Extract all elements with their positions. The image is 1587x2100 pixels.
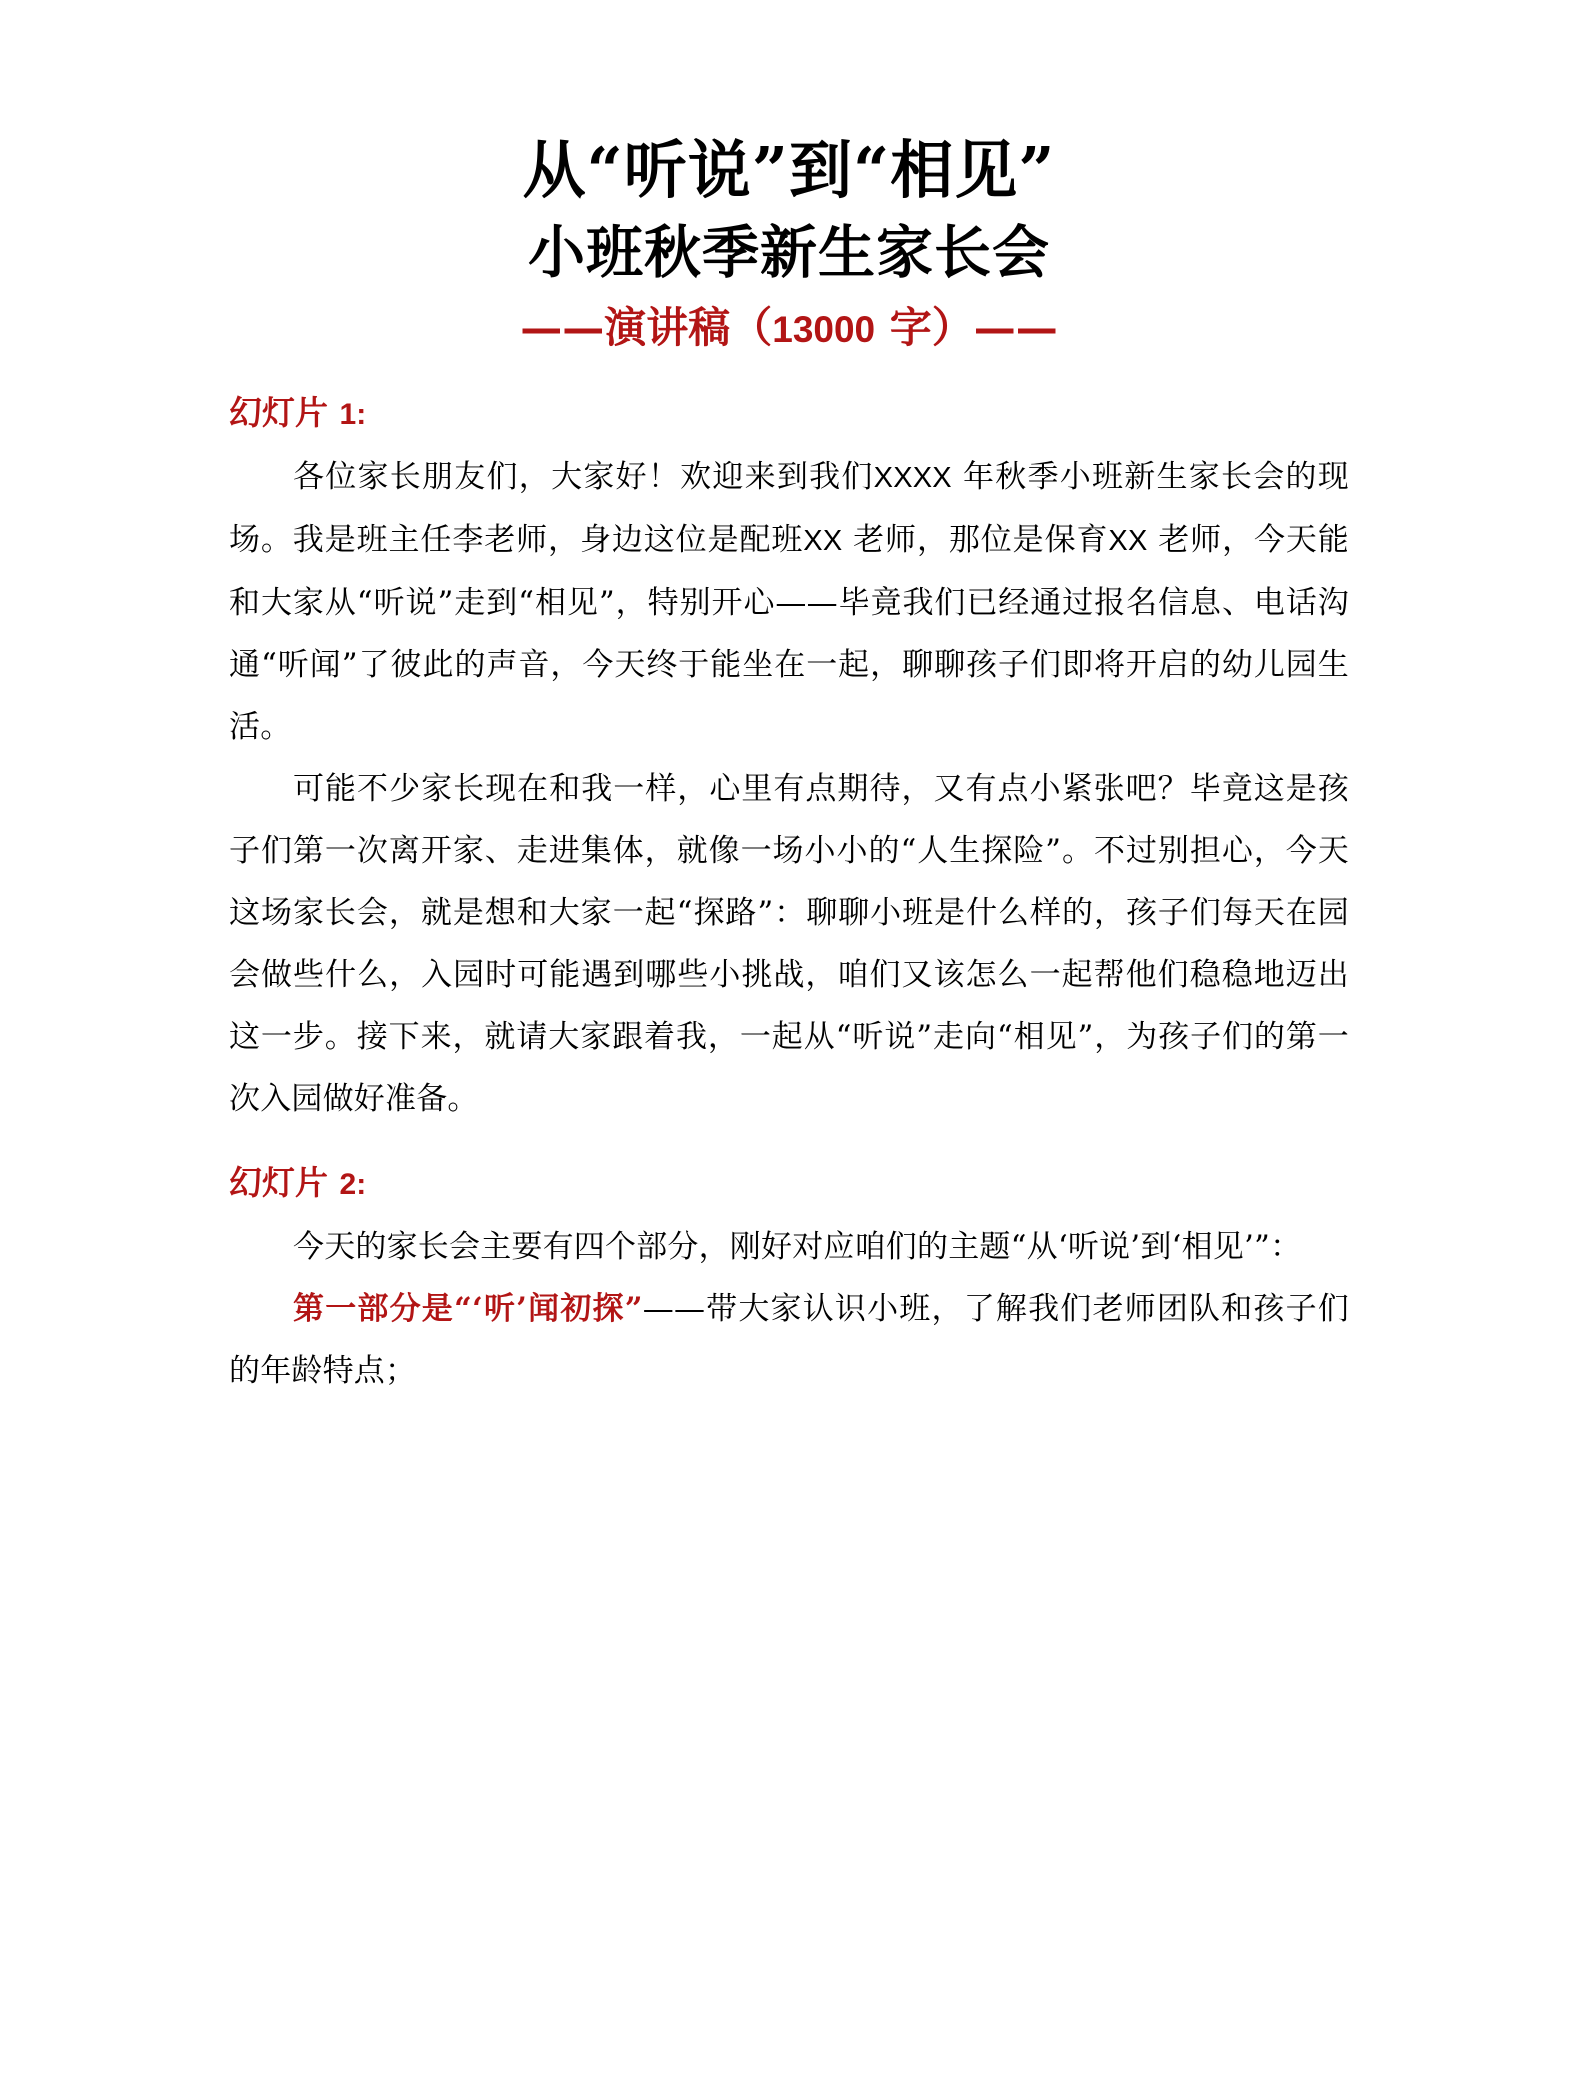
title-block bbox=[229, 0, 1349, 360]
run-placeholder-teacher-1: XX bbox=[803, 525, 843, 557]
run-text: 今天的家长会主要有四个部分，刚好对应咱们的主题“从‘听说’到‘相见’”： bbox=[293, 1229, 1302, 1265]
run-text: 可能不少家长现在和我一样，心里有点期待，又有点小紧张吧？毕竟这是孩子们第一次离开家、走进集体，就像一场小小的“人生探险”。不过别担心，今天这场家长会，就是想和大家一起“探路”：聊聊小班是什么样的，孩子们每天在园会做些什么，入园时可能遇到哪些小挑战，咱们又该怎么一起帮他们稳稳地迈出这一步。接下来，就请大家跟着我，一起从“听说”走向“相见”，为孩子们的第一次入园做好准备。 bbox=[229, 771, 1349, 1117]
run-text: 老师，那位是保育 bbox=[842, 522, 1109, 558]
run-text: 年秋季小班新生家长会的现场。我是班主任李老师，身边这位是配班 bbox=[229, 459, 1350, 558]
run-text: 老师，今天能和大家从“听说”走到“相见”，特别开心——毕竟我们已经通过报名信息、电话沟通“听闻”了彼此的声音，今天终于能坐在一起，聊聊孩子们即将开启的幼儿园生活。 bbox=[229, 522, 1349, 745]
slide-heading-2-colon: : bbox=[356, 1168, 367, 1201]
slide-heading-2 bbox=[229, 1152, 1349, 1216]
slide-heading-1-colon: : bbox=[356, 398, 367, 431]
page-title-line-2: 小班秋季新生家长会 bbox=[528, 219, 1050, 286]
page-subtitle bbox=[229, 298, 1349, 360]
run-placeholder-teacher-2: XX bbox=[1108, 525, 1148, 557]
paragraph-3 bbox=[229, 1216, 1349, 1278]
slide-heading-1 bbox=[229, 382, 1349, 446]
run-text: 各位家长朋友们，大家好！欢迎来到我们 bbox=[293, 459, 874, 495]
emphasis-part-one: 第一部分是“‘听’闻初探” bbox=[293, 1291, 643, 1327]
paragraph-2 bbox=[229, 758, 1349, 1130]
run-placeholder-year: XXXX bbox=[873, 462, 952, 494]
subtitle-suffix: 字）—— bbox=[875, 303, 1058, 352]
paragraph-1 bbox=[229, 446, 1349, 758]
document-content-column bbox=[229, 0, 1349, 1402]
slide-heading-1-label: 幻灯片 bbox=[229, 393, 328, 432]
slide-heading-2-number: 2 bbox=[339, 1168, 357, 1201]
page-title-line-1: 从“听说”到“相见” bbox=[522, 133, 1056, 207]
subtitle-word-count: 13000 bbox=[772, 309, 876, 350]
run-text: ——带大家认识小班，了解我们老师团队和孩子们的年龄特点； bbox=[229, 1291, 1349, 1389]
paragraph-4 bbox=[229, 1278, 1349, 1402]
subtitle-prefix: ——演讲稿（ bbox=[520, 303, 773, 352]
slide-heading-1-number: 1 bbox=[339, 398, 357, 431]
slide-heading-2-label: 幻灯片 bbox=[229, 1163, 328, 1202]
